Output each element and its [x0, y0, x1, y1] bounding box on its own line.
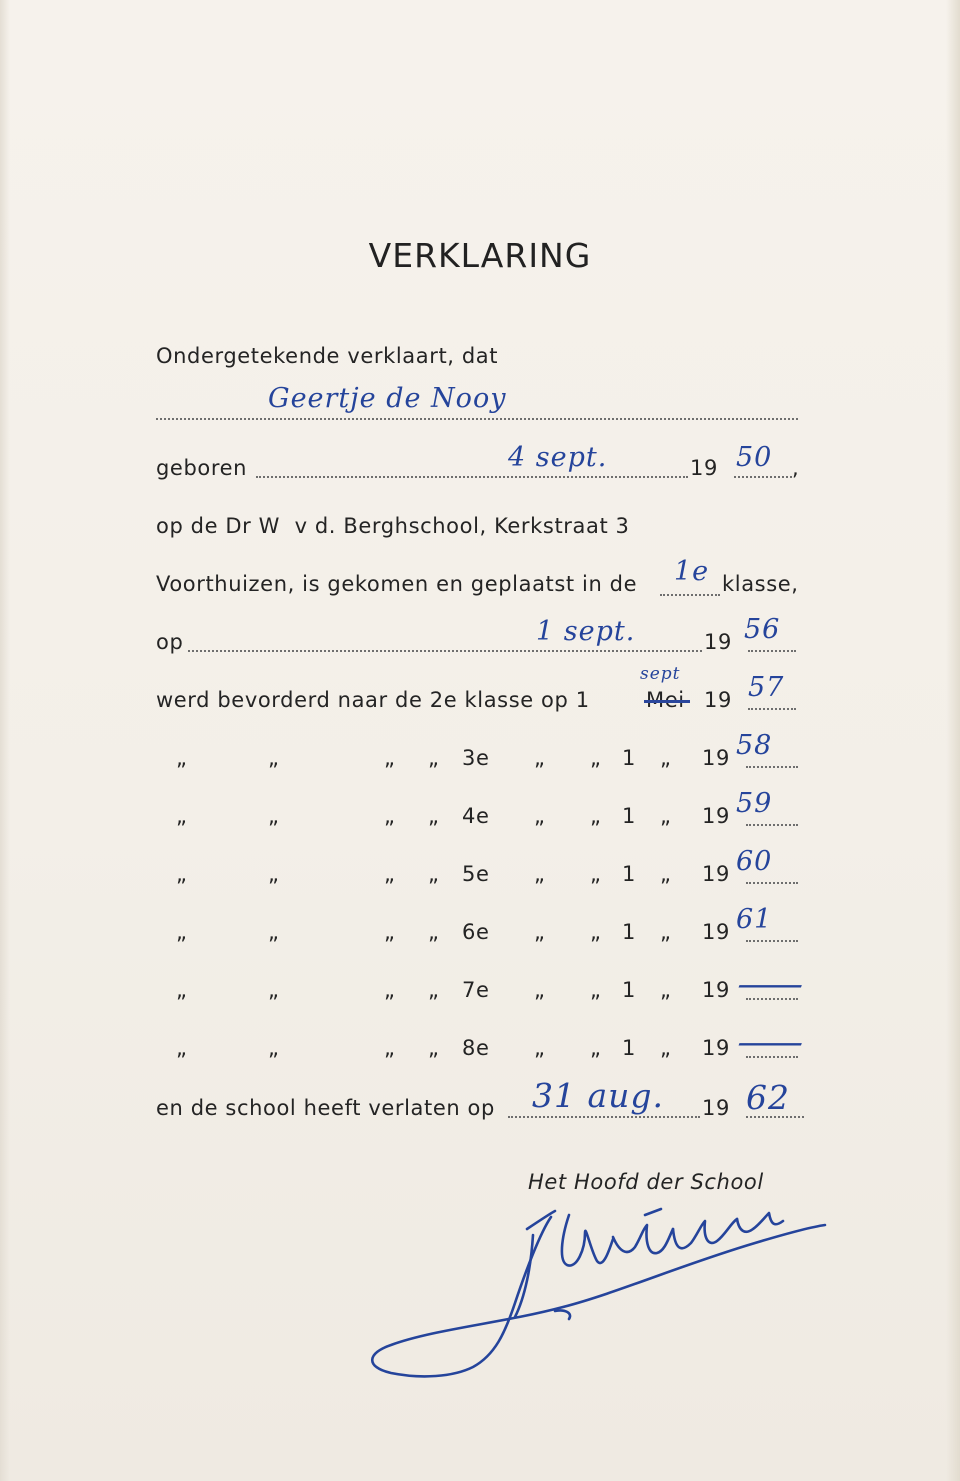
ditto-mark: „: [428, 1036, 440, 1060]
ditto-mark: „: [660, 862, 672, 886]
promotion-day: 1: [622, 804, 636, 828]
placed-class-dotted-line: [660, 594, 720, 596]
promotion-day: 1: [622, 978, 636, 1002]
ditto-mark: „: [428, 804, 440, 828]
ditto-mark: „: [176, 804, 188, 828]
ditto-mark: „: [428, 746, 440, 770]
left-date-dotted-line: [508, 1116, 700, 1118]
year-handwritten: 61: [736, 904, 773, 935]
year-dotted-line: [746, 766, 798, 768]
ditto-mark: „: [268, 920, 280, 944]
placed-suffix: klasse,: [722, 572, 799, 596]
ditto-mark: „: [384, 978, 396, 1002]
ditto-mark: „: [590, 920, 602, 944]
on-date-handwritten: 1 sept.: [536, 616, 636, 647]
ditto-mark: „: [384, 862, 396, 886]
on-label: op: [156, 630, 184, 654]
placed-class-handwritten: 1e: [674, 556, 710, 587]
ditto-mark: „: [660, 1036, 672, 1060]
year-handwritten: —: [736, 1022, 807, 1063]
promotion-day: 1: [622, 920, 636, 944]
ditto-mark: „: [534, 746, 546, 770]
left-year-handwritten: 62: [746, 1078, 790, 1117]
signatory-title: Het Hoofd der School: [528, 1170, 764, 1194]
ditto-mark: „: [534, 1036, 546, 1060]
year-dotted-line: [746, 882, 798, 884]
ditto-mark: „: [534, 920, 546, 944]
promotion-day: 1: [622, 746, 636, 770]
year-dotted-line: [746, 940, 798, 942]
year-handwritten: 59: [736, 788, 773, 819]
ditto-mark: „: [428, 978, 440, 1002]
left-date-handwritten: 31 aug.: [532, 1076, 665, 1115]
school-line: op de Dr W v d. Berghschool, Kerkstraat 3: [156, 514, 630, 538]
ditto-mark: „: [660, 746, 672, 770]
ditto-mark: „: [384, 920, 396, 944]
year-handwritten: —: [736, 964, 807, 1005]
ditto-mark: „: [590, 746, 602, 770]
promotion-month-struck: Mei: [646, 688, 685, 712]
document-title: VERKLARING: [368, 236, 592, 275]
paper-edge-right: [946, 0, 960, 1481]
on-year-dotted-line: [748, 650, 796, 652]
year-handwritten: 60: [736, 846, 773, 877]
ditto-mark: „: [176, 1036, 188, 1060]
ditto-mark: „: [176, 746, 188, 770]
ditto-mark: „: [384, 1036, 396, 1060]
year-prefix: 19: [702, 746, 730, 770]
ditto-mark: „: [590, 978, 602, 1002]
promotion-month-correction: sept: [640, 664, 681, 684]
ditto-mark: „: [590, 862, 602, 886]
ditto-mark: „: [660, 978, 672, 1002]
placed-prefix: Voorthuizen, is gekomen en geplaatst in de: [156, 572, 638, 596]
ditto-mark: „: [660, 920, 672, 944]
born-year-prefix: 19: [690, 456, 718, 480]
year-prefix: 19: [702, 804, 730, 828]
born-year-handwritten: 50: [736, 442, 773, 473]
ditto-mark: „: [534, 804, 546, 828]
intro-text: Ondergetekende verklaart, dat: [156, 344, 499, 368]
ditto-mark: „: [660, 804, 672, 828]
year-prefix: 19: [702, 1036, 730, 1060]
promotion-year-handwritten: 57: [748, 672, 785, 703]
ditto-mark: „: [268, 978, 280, 1002]
ditto-mark: „: [176, 862, 188, 886]
class-label: 8e: [462, 1036, 490, 1060]
on-year-handwritten: 56: [744, 614, 781, 645]
year-prefix: 19: [702, 920, 730, 944]
ditto-mark: „: [176, 920, 188, 944]
promotion-year-dotted-line: [748, 708, 796, 710]
on-year-prefix: 19: [704, 630, 732, 654]
ditto-mark: „: [268, 746, 280, 770]
ditto-mark: „: [268, 1036, 280, 1060]
ditto-mark: „: [268, 862, 280, 886]
handwritten-signature: [355, 1195, 835, 1395]
ditto-mark: „: [534, 862, 546, 886]
strikethrough-mark: [644, 700, 690, 703]
paper-edge-left: [0, 0, 10, 1481]
born-label: geboren: [156, 456, 248, 480]
year-handwritten: 58: [736, 730, 773, 761]
left-school-text: en de school heeft verlaten op: [156, 1096, 495, 1120]
ditto-mark: „: [590, 1036, 602, 1060]
ditto-mark: „: [268, 804, 280, 828]
ditto-mark: „: [590, 804, 602, 828]
promotion-day: 1: [622, 1036, 636, 1060]
year-prefix: 19: [702, 862, 730, 886]
class-label: 3e: [462, 746, 490, 770]
born-dotted-line: [256, 476, 688, 478]
ditto-mark: „: [428, 862, 440, 886]
name-handwritten: Geertje de Nooy: [268, 383, 507, 414]
class-label: 6e: [462, 920, 490, 944]
born-year-dotted-line: [734, 476, 792, 478]
left-year-prefix: 19: [702, 1096, 730, 1120]
on-dotted-line: [188, 650, 702, 652]
class-label: 4e: [462, 804, 490, 828]
year-prefix: 19: [702, 978, 730, 1002]
name-dotted-line: [156, 418, 798, 420]
ditto-mark: „: [428, 920, 440, 944]
ditto-mark: „: [384, 746, 396, 770]
year-dotted-line: [746, 824, 798, 826]
born-comma: ,: [792, 456, 800, 480]
class-label: 5e: [462, 862, 490, 886]
ditto-mark: „: [384, 804, 396, 828]
promotion-day: 1: [622, 862, 636, 886]
ditto-mark: „: [176, 978, 188, 1002]
ditto-mark: „: [534, 978, 546, 1002]
born-date-handwritten: 4 sept.: [508, 442, 608, 473]
class-label: 7e: [462, 978, 490, 1002]
promotion-text: werd bevorderd naar de 2e klasse op 1: [156, 688, 590, 712]
promotion-year-prefix: 19: [704, 688, 732, 712]
